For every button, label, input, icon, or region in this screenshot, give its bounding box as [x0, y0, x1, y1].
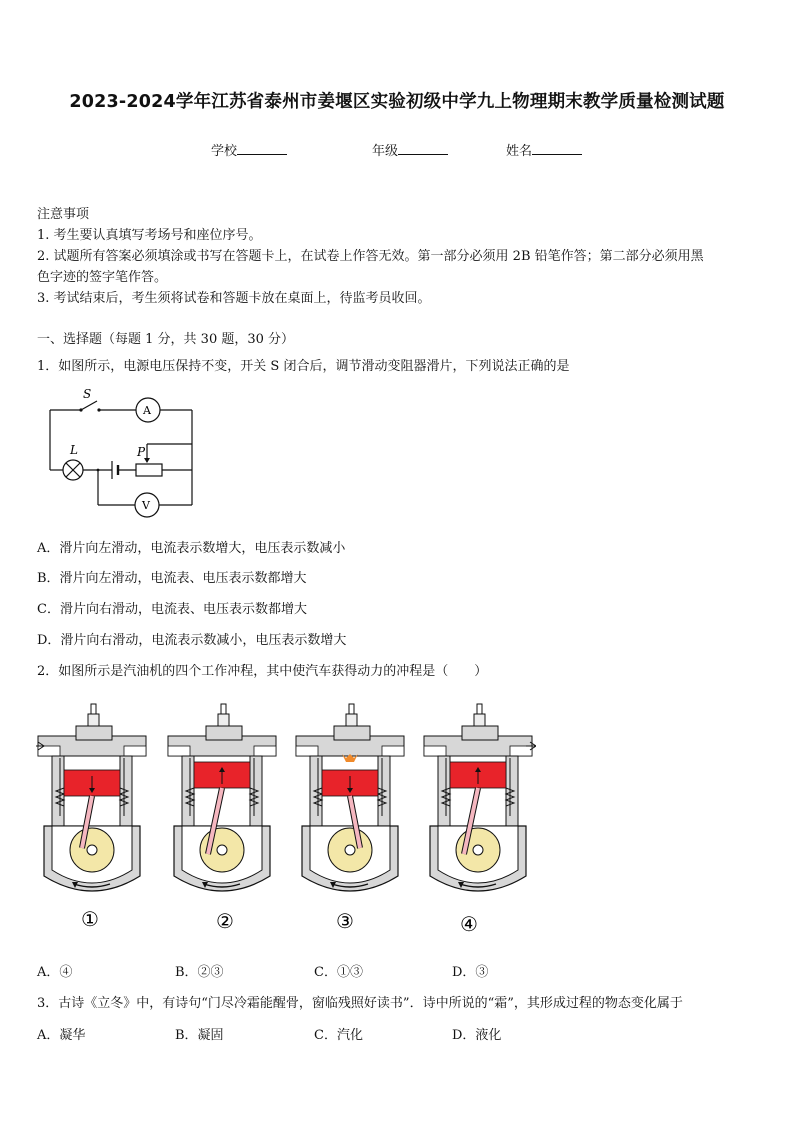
q1-option-c[interactable]: C．滑片向右滑动，电流表、电压表示数都增大: [37, 602, 307, 617]
notice-item-2: 2. 试题所有答案必须填涂或书写在答题卡上，在试卷上作答无效。第一部分必须用 2B 铅笔作答；第二部分必须用黑: [37, 249, 704, 264]
q3-option-c[interactable]: C．汽化: [314, 1028, 363, 1043]
q1-option-a[interactable]: A．滑片向左滑动，电流表示数增大，电压表示数减小: [37, 541, 346, 556]
q2-option-a[interactable]: A．④: [37, 965, 73, 980]
notice-item-3: 3. 考试结束后，考生须将试卷和答题卡放在桌面上，待监考员收回。: [37, 291, 431, 306]
exam-title: 2023-2024学年江苏省泰州市姜堰区实验初级中学九上物理期末教学质量检测试题: [69, 92, 725, 112]
notice-heading: 注意事项: [37, 207, 90, 222]
school-field[interactable]: [211, 140, 287, 159]
lamp-label: L: [70, 443, 78, 457]
q2-engine-figure: [36, 694, 536, 944]
section-heading: 一、选择题（每题 1 分，共 30 题，30 分）: [37, 332, 295, 347]
engine-label-2: ②: [216, 909, 234, 933]
q1-option-b[interactable]: B．滑片向左滑动，电流表、电压表示数都增大: [37, 571, 307, 586]
q1-circuit-diagram: [40, 384, 210, 520]
notice-item-2-cont: 色字迹的签字笔作答。: [37, 270, 168, 285]
engine-label-3: ③: [336, 909, 354, 933]
q3-stem: 3．古诗《立冬》中，有诗句“门尽冷霜能醒骨，窗临残照好读书”．诗中所说的“霜”，其形成过程的物态变化属于: [37, 996, 683, 1011]
name-label: 姓名: [506, 144, 533, 159]
notice-item-1: 1. 考生要认真填写考场号和座位序号。: [37, 228, 262, 243]
q2-option-c[interactable]: C．①③: [314, 965, 363, 980]
name-blank[interactable]: [532, 142, 582, 155]
q1-option-d[interactable]: D．滑片向右滑动，电流表示数减小，电压表示数增大: [37, 633, 347, 648]
grade-label: 年级: [372, 144, 399, 159]
grade-blank[interactable]: [398, 142, 448, 155]
q1-stem: 1．如图所示，电源电压保持不变，开关 S 闭合后，调节滑动变阻器滑片，下列说法正确的是: [37, 359, 570, 374]
slider-label: P: [137, 445, 146, 459]
switch-label: S: [83, 387, 92, 401]
school-blank[interactable]: [237, 142, 287, 155]
school-label: 学校: [211, 144, 238, 159]
q3-option-a[interactable]: A．凝华: [37, 1028, 86, 1043]
engine-label-4: ④: [460, 912, 478, 936]
grade-field[interactable]: [372, 140, 448, 159]
ammeter-label: A: [143, 404, 151, 417]
name-field[interactable]: [506, 140, 582, 159]
voltmeter-label: V: [142, 499, 150, 512]
q2-option-b[interactable]: B．②③: [175, 965, 224, 980]
q3-option-b[interactable]: B．凝固: [175, 1028, 224, 1043]
q3-option-d[interactable]: D．液化: [452, 1028, 502, 1043]
q2-option-d[interactable]: D．③: [452, 965, 489, 980]
q2-stem: 2．如图所示是汽油机的四个工作冲程，其中使汽车获得动力的冲程是（ ）: [37, 664, 488, 679]
engine-label-1: ①: [81, 907, 99, 931]
